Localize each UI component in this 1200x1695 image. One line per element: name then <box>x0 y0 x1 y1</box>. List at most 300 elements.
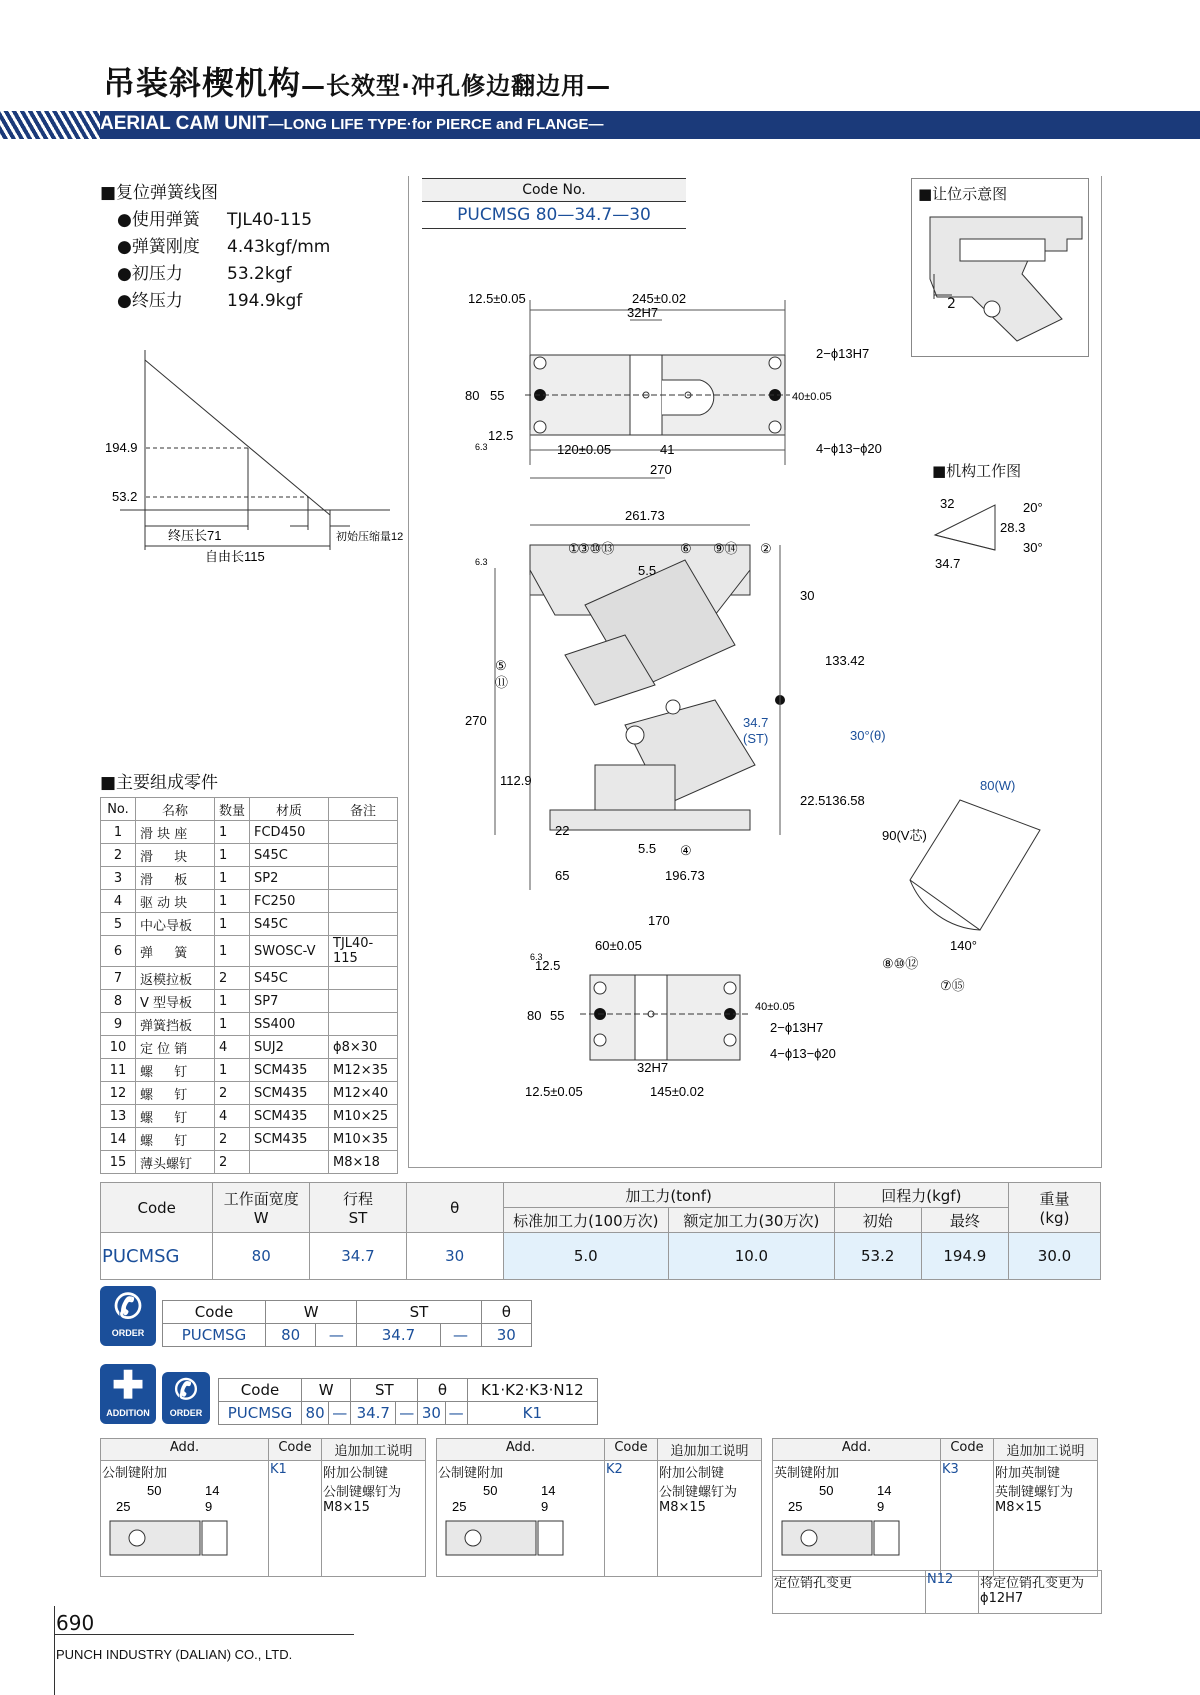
parts-cell: 螺 钉 <box>136 1128 215 1151</box>
add-h-desc: 追加加工说明 <box>322 1439 426 1461</box>
bot-dim-3: 12.5 <box>535 958 561 973</box>
banner-hatch <box>0 111 100 139</box>
side-dim-8: 112.9 <box>500 773 532 788</box>
v-balloon-2: ⑦⑮ <box>940 978 965 993</box>
parts-cell: SWOSC-V <box>250 936 329 967</box>
spec-h-w <box>213 1183 310 1233</box>
parts-cell: ϕ8×30 <box>329 1036 398 1059</box>
parts-cell <box>329 913 398 936</box>
side-dim-4: 270 <box>465 713 487 728</box>
parts-row <box>101 1059 398 1082</box>
parts-heading: ■主要组成零件 <box>100 773 219 793</box>
divider-right <box>1101 176 1102 1168</box>
working-heading: ■机构工作图 <box>932 462 1022 480</box>
v-dim-3: 140° <box>950 938 977 953</box>
parts-row <box>101 1082 398 1105</box>
add-desc <box>994 1461 1098 1577</box>
parts-cell: SCM435 <box>250 1105 329 1128</box>
v-dim-2: 90(V芯) <box>882 828 927 843</box>
col-header: No. <box>101 798 136 821</box>
parts-cell <box>329 867 398 890</box>
addition-block <box>436 1438 762 1577</box>
parts-row <box>101 1128 398 1151</box>
add-h-code: Code <box>269 1439 322 1461</box>
spring-row <box>117 259 330 286</box>
top-plan-view <box>465 290 900 490</box>
parts-cell: TJL40-115 <box>329 936 398 967</box>
spec-code: PUCMSG <box>101 1233 213 1280</box>
order-v: PUCMSG <box>163 1324 266 1347</box>
v-dim-1: 80(W) <box>980 778 1016 793</box>
parts-cell: SCM435 <box>250 1128 329 1151</box>
spring-value: 194.9kgf <box>227 291 303 311</box>
balloon-11: ⑪ <box>495 675 509 690</box>
add-order-v: — <box>396 1402 418 1425</box>
spec-r2: 194.9 <box>921 1233 1008 1280</box>
addition-order-table <box>218 1378 598 1425</box>
spec-h-return: 回程力(kgf) <box>834 1183 1008 1208</box>
spec-h-st <box>310 1183 407 1233</box>
order-h: ST <box>357 1301 481 1324</box>
divider-left <box>408 176 409 1168</box>
parts-cell: 1 <box>215 867 250 890</box>
parts-cell: 1 <box>215 1013 250 1036</box>
add-desc-line: 公制键螺钉为 <box>323 1485 402 1500</box>
addition-icon-label: ADDITION <box>106 1408 150 1418</box>
parts-cell: 1 <box>215 990 250 1013</box>
add-h-add: Add. <box>773 1439 941 1461</box>
pin-change-row <box>772 1570 1102 1614</box>
graph-y1: 194.9 <box>105 440 138 455</box>
parts-table <box>100 797 398 1174</box>
side-dim-6: 34.7 <box>743 715 769 730</box>
parts-cell: 3 <box>101 867 136 890</box>
col-header: 名称 <box>136 798 215 821</box>
add-order-h: θ <box>418 1379 467 1402</box>
parts-cell: 10 <box>101 1036 136 1059</box>
spring-row <box>117 205 330 232</box>
dim-top-4: 2−ϕ13H7 <box>816 346 870 361</box>
spring-row <box>117 232 330 259</box>
spring-graph <box>100 350 410 570</box>
side-dim-5: 30°(θ) <box>850 728 886 743</box>
key-dim: 50 <box>819 1483 834 1498</box>
add-h-code: Code <box>605 1439 658 1461</box>
dim-top-9: 120±0.05 <box>557 442 612 457</box>
spec-theta: 30 <box>406 1233 503 1280</box>
spec-h-r2: 最终 <box>921 1208 1008 1233</box>
parts-cell: 弹 簧 <box>136 936 215 967</box>
spec-h-r1: 初始 <box>834 1208 921 1233</box>
spec-weight: 30.0 <box>1008 1233 1100 1280</box>
add-order-v: K1 <box>467 1402 597 1425</box>
spec-h-weight-label: 重量 <box>1039 1190 1070 1208</box>
pin-code: N12 <box>926 1571 979 1614</box>
pin-desc <box>979 1571 1102 1614</box>
add-code: K2 <box>605 1461 658 1577</box>
spec-f1: 5.0 <box>503 1233 669 1280</box>
spec-st: 34.7 <box>310 1233 407 1280</box>
key-dim: 25 <box>116 1499 131 1514</box>
footer-line <box>54 1634 354 1635</box>
dim-top-3: 32H7 <box>627 305 659 320</box>
spec-h-code: Code <box>101 1183 213 1233</box>
order-icon-small <box>162 1372 210 1424</box>
parts-cell: 1 <box>215 936 250 967</box>
order-v: 34.7 <box>357 1324 440 1347</box>
parts-cell: 螺 钉 <box>136 1082 215 1105</box>
col-header: 备注 <box>329 798 398 821</box>
page-title <box>103 58 611 104</box>
add-desc-line: M8×15 <box>659 1500 706 1515</box>
parts-cell: 1 <box>215 821 250 844</box>
order-icon <box>100 1286 156 1346</box>
add-desc-line: M8×15 <box>323 1500 370 1515</box>
order-h: θ <box>481 1301 531 1324</box>
parts-cell: 9 <box>101 1013 136 1036</box>
parts-cell: M8×18 <box>329 1151 398 1174</box>
spring-label: ●弹簧刚度 <box>117 237 200 257</box>
balloon-2: ② <box>760 541 772 556</box>
side-dim-9: 22.5 <box>800 793 826 808</box>
parts-cell: 8 <box>101 990 136 1013</box>
add-code: K1 <box>269 1461 322 1577</box>
parts-cell: 1 <box>215 844 250 867</box>
add-order-v: — <box>445 1402 467 1425</box>
parts-cell: M12×35 <box>329 1059 398 1082</box>
spring-specs <box>117 205 330 313</box>
title-english <box>100 113 604 135</box>
parts-cell: S45C <box>250 913 329 936</box>
parts-cell: 2 <box>101 844 136 867</box>
order-h: Code <box>163 1301 266 1324</box>
parts-cell <box>329 1013 398 1036</box>
title-sub: —长效型·冲孔修边翻边用— <box>301 72 612 100</box>
roughness-mark: 6.3 <box>475 557 488 567</box>
parts-cell: 13 <box>101 1105 136 1128</box>
side-dim-1: 261.73 <box>625 508 665 523</box>
spring-heading: ■复位弹簧线图 <box>100 183 219 203</box>
add-order-v: — <box>329 1402 351 1425</box>
parts-cell: M10×35 <box>329 1128 398 1151</box>
parts-cell: 1 <box>215 1059 250 1082</box>
spring-label: ●初压力 <box>117 264 183 284</box>
parts-row <box>101 821 398 844</box>
spec-h-st-label: 行程 <box>342 1190 373 1208</box>
col-header: 数量 <box>215 798 250 821</box>
add-desc-line: 公制键螺钉为 <box>659 1485 738 1500</box>
add-desc <box>322 1461 426 1577</box>
parts-cell: 1 <box>215 913 250 936</box>
parts-cell: 4 <box>215 1105 250 1128</box>
parts-cell: 薄头螺钉 <box>136 1151 215 1174</box>
spec-f2: 10.0 <box>669 1233 835 1280</box>
parts-row <box>101 990 398 1013</box>
key-dim: 14 <box>541 1483 556 1498</box>
balloon-5: ⑤ <box>495 658 507 673</box>
add-desc <box>658 1461 762 1577</box>
parts-cell: SS400 <box>250 1013 329 1036</box>
parts-cell: 滑 块 <box>136 844 215 867</box>
add-name: 公制键附加 <box>102 1466 168 1481</box>
side-dim-3: 133.42 <box>825 653 865 668</box>
parts-cell: 驱 动 块 <box>136 890 215 913</box>
parts-cell: 滑 板 <box>136 867 215 890</box>
parts-cell: 4 <box>101 890 136 913</box>
clearance-diagram <box>911 178 1089 357</box>
spec-h-weight-unit: (kg) <box>1039 1209 1070 1227</box>
parts-cell: M12×40 <box>329 1082 398 1105</box>
dim-top-12: 270 <box>650 462 672 477</box>
add-name-cell <box>437 1461 605 1577</box>
side-dim-10: 136.58 <box>825 793 865 808</box>
add-h-code: Code <box>941 1439 994 1461</box>
balloon-9-14: ⑨⑭ <box>713 541 738 556</box>
key-dim: 14 <box>877 1483 892 1498</box>
parts-cell: SP7 <box>250 990 329 1013</box>
side-dim-15: 5.5 <box>638 563 657 578</box>
spec-w: 80 <box>213 1233 310 1280</box>
add-h-desc: 追加加工说明 <box>994 1439 1098 1461</box>
bot-dim-1: 170 <box>648 913 670 928</box>
spring-value: 53.2kgf <box>227 264 292 284</box>
dim-top-7: 40±0.05 <box>792 391 832 403</box>
addition-icon <box>100 1364 156 1424</box>
work-a2: 30° <box>1023 540 1043 555</box>
spec-h-force: 加工力(tonf) <box>503 1183 834 1208</box>
col-header: 材质 <box>250 798 329 821</box>
add-order-v: 30 <box>418 1402 445 1425</box>
parts-cell: SCM435 <box>250 1082 329 1105</box>
parts-cell: 15 <box>101 1151 136 1174</box>
parts-cell: SP2 <box>250 867 329 890</box>
spring-value: 4.43kgf/mm <box>227 237 331 257</box>
bot-dim-4: 80 <box>527 1008 542 1023</box>
order-icon-label: ORDER <box>111 1328 145 1338</box>
bot-dim-8: 4−ϕ13−ϕ20 <box>770 1046 836 1061</box>
spec-table <box>100 1182 1101 1280</box>
spec-h-w-sym: W <box>253 1209 269 1227</box>
parts-cell: SCM435 <box>250 1059 329 1082</box>
parts-cell <box>250 1151 329 1174</box>
bottom-plan-view <box>525 910 855 1100</box>
parts-cell: FCD450 <box>250 821 329 844</box>
key-dim: 9 <box>541 1499 549 1514</box>
spec-h-w-label: 工作面宽度 <box>223 1190 299 1208</box>
order-v: — <box>316 1324 357 1347</box>
bot-dim-7: 2−ϕ13H7 <box>770 1020 824 1035</box>
parts-cell: 定 位 销 <box>136 1036 215 1059</box>
key-drawing <box>774 1481 934 1571</box>
parts-row <box>101 1013 398 1036</box>
parts-cell: 4 <box>215 1036 250 1059</box>
working-diagram <box>905 490 1055 600</box>
order-icon-label: ORDER <box>169 1408 203 1418</box>
parts-row <box>101 1036 398 1059</box>
parts-cell: S45C <box>250 844 329 867</box>
key-drawing <box>438 1481 598 1571</box>
parts-cell <box>329 990 398 1013</box>
side-dim-2: 30 <box>800 588 815 603</box>
parts-row <box>101 936 398 967</box>
parts-cell: 5 <box>101 913 136 936</box>
add-order-v: 34.7 <box>351 1402 396 1425</box>
bot-dim-11: 145±0.02 <box>650 1084 705 1099</box>
work-d2: 28.3 <box>1000 520 1026 535</box>
add-name: 公制键附加 <box>438 1466 504 1481</box>
add-desc-line: M8×15 <box>995 1500 1042 1515</box>
balloon-3-10-13: ③⑩⑬ <box>578 541 615 556</box>
balloon-6: ⑥ <box>680 541 692 556</box>
addition-block <box>100 1438 426 1577</box>
order-v: 80 <box>266 1324 316 1347</box>
spec-h-f2: 额定加工力(30万次) <box>669 1208 835 1233</box>
title-en-main: AERIAL CAM UNIT <box>100 113 269 134</box>
add-code: K3 <box>941 1461 994 1577</box>
add-order-h: ST <box>351 1379 418 1402</box>
side-view-drawing <box>455 505 886 895</box>
parts-cell: 2 <box>215 1128 250 1151</box>
side-dim-13: 65 <box>555 868 570 883</box>
parts-cell: 12 <box>101 1082 136 1105</box>
v-balloon-1: ⑧⑩⑫ <box>882 956 919 971</box>
bot-dim-10: 12.5±0.05 <box>525 1084 583 1099</box>
code-no-box <box>422 178 686 229</box>
spec-h-f1: 标准加工力(100万次) <box>503 1208 669 1233</box>
parts-cell <box>329 967 398 990</box>
add-desc-line: 英制键螺钉为 <box>995 1485 1074 1500</box>
dim-top-6: 55 <box>490 388 505 403</box>
bot-dim-5: 55 <box>550 1008 565 1023</box>
parts-cell: FC250 <box>250 890 329 913</box>
key-dim: 50 <box>483 1483 498 1498</box>
parts-row <box>101 1105 398 1128</box>
additions-section <box>100 1438 1105 1577</box>
parts-cell: 2 <box>215 967 250 990</box>
parts-row <box>101 844 398 867</box>
plus-icon: ✚ <box>112 1365 144 1407</box>
pin-name: 定位销孔变更 <box>773 1571 926 1614</box>
page-number: 690 <box>56 1611 95 1635</box>
order-v: — <box>440 1324 481 1347</box>
spec-r1: 53.2 <box>834 1233 921 1280</box>
roughness-mark: 6.3 <box>475 442 488 452</box>
order-h: W <box>266 1301 357 1324</box>
key-dim: 25 <box>452 1499 467 1514</box>
divider-bottom <box>408 1167 1102 1168</box>
parts-cell: 1 <box>101 821 136 844</box>
parts-row <box>101 967 398 990</box>
phone-icon: ✆ <box>113 1288 143 1326</box>
add-h-desc: 追加加工说明 <box>658 1439 762 1461</box>
add-h-add: Add. <box>101 1439 269 1461</box>
parts-row <box>101 913 398 936</box>
side-dim-14: 196.73 <box>665 868 705 883</box>
parts-cell: 弹簧挡板 <box>136 1013 215 1036</box>
add-name: 英制键附加 <box>774 1466 840 1481</box>
spring-label: ●终压力 <box>117 291 183 311</box>
graph-final-len: 终压长71 <box>168 528 222 543</box>
parts-cell: 螺 钉 <box>136 1105 215 1128</box>
phone-icon: ✆ <box>174 1374 198 1405</box>
parts-cell <box>329 890 398 913</box>
spring-row <box>117 286 330 313</box>
parts-row <box>101 1151 398 1174</box>
bot-dim-2: 60±0.05 <box>595 938 642 953</box>
add-order-h: W <box>302 1379 351 1402</box>
side-dim-11: 22 <box>555 823 570 838</box>
balloon-4: ④ <box>680 843 692 858</box>
balloon-1: ① <box>568 541 580 556</box>
parts-cell <box>329 821 398 844</box>
parts-cell: 2 <box>215 1082 250 1105</box>
spec-h-weight <box>1008 1183 1100 1233</box>
title-en-sub: —LONG LIFE TYPE·for PIERCE and FLANGE— <box>268 116 604 133</box>
parts-cell: 14 <box>101 1128 136 1151</box>
key-dim: 9 <box>205 1499 213 1514</box>
side-dim-7: (ST) <box>743 731 769 746</box>
graph-init-comp: 初始压缩量12 <box>336 531 404 543</box>
pin-desc-line: ϕ12H7 <box>980 1591 1024 1606</box>
parts-cell: V 型导板 <box>136 990 215 1013</box>
add-name-cell <box>101 1461 269 1577</box>
title-main: 吊装斜楔机构 <box>103 64 302 102</box>
add-h-add: Add. <box>437 1439 605 1461</box>
clearance-dim: 2 <box>947 296 956 312</box>
company-name: PUNCH INDUSTRY (DALIAN) CO., LTD. <box>56 1647 293 1662</box>
addition-block <box>772 1438 1098 1577</box>
parts-cell: 7 <box>101 967 136 990</box>
parts-cell: 6 <box>101 936 136 967</box>
graph-free-len: 自由长115 <box>205 549 265 564</box>
graph-y2: 53.2 <box>112 489 138 504</box>
parts-cell: 中心导板 <box>136 913 215 936</box>
order-v: 30 <box>481 1324 531 1347</box>
code-no-label: Code No. <box>422 178 686 202</box>
add-desc-line: 附加公制键 <box>659 1466 725 1481</box>
add-desc-line: 附加公制键 <box>323 1466 389 1481</box>
bot-dim-9: 32H7 <box>637 1060 669 1075</box>
roughness-mark: 6.3 <box>530 952 543 962</box>
key-dim: 25 <box>788 1499 803 1514</box>
work-a1: 20° <box>1023 500 1043 515</box>
parts-cell: 2 <box>215 1151 250 1174</box>
side-dim-12: 5.5 <box>638 841 657 856</box>
spec-h-theta: θ <box>406 1183 503 1233</box>
add-desc-line: 附加英制键 <box>995 1466 1061 1481</box>
parts-row <box>101 890 398 913</box>
parts-cell: 滑 块 座 <box>136 821 215 844</box>
key-dim: 14 <box>205 1483 220 1498</box>
key-drawing <box>102 1481 262 1571</box>
order-table <box>162 1300 532 1347</box>
dim-top-8: 12.5 <box>488 428 514 443</box>
parts-cell: S45C <box>250 967 329 990</box>
key-dim: 9 <box>877 1499 885 1514</box>
parts-row <box>101 867 398 890</box>
parts-cell <box>329 844 398 867</box>
parts-cell: SUJ2 <box>250 1036 329 1059</box>
parts-cell: M10×25 <box>329 1105 398 1128</box>
add-order-v: PUCMSG <box>219 1402 302 1425</box>
bot-dim-6: 40±0.05 <box>755 1001 795 1013</box>
work-d3: 34.7 <box>935 556 961 571</box>
dim-top-5: 80 <box>465 388 480 403</box>
spring-label: ●使用弹簧 <box>117 210 200 230</box>
parts-cell: 11 <box>101 1059 136 1082</box>
key-dim: 50 <box>147 1483 162 1498</box>
parts-cell: 螺 钉 <box>136 1059 215 1082</box>
